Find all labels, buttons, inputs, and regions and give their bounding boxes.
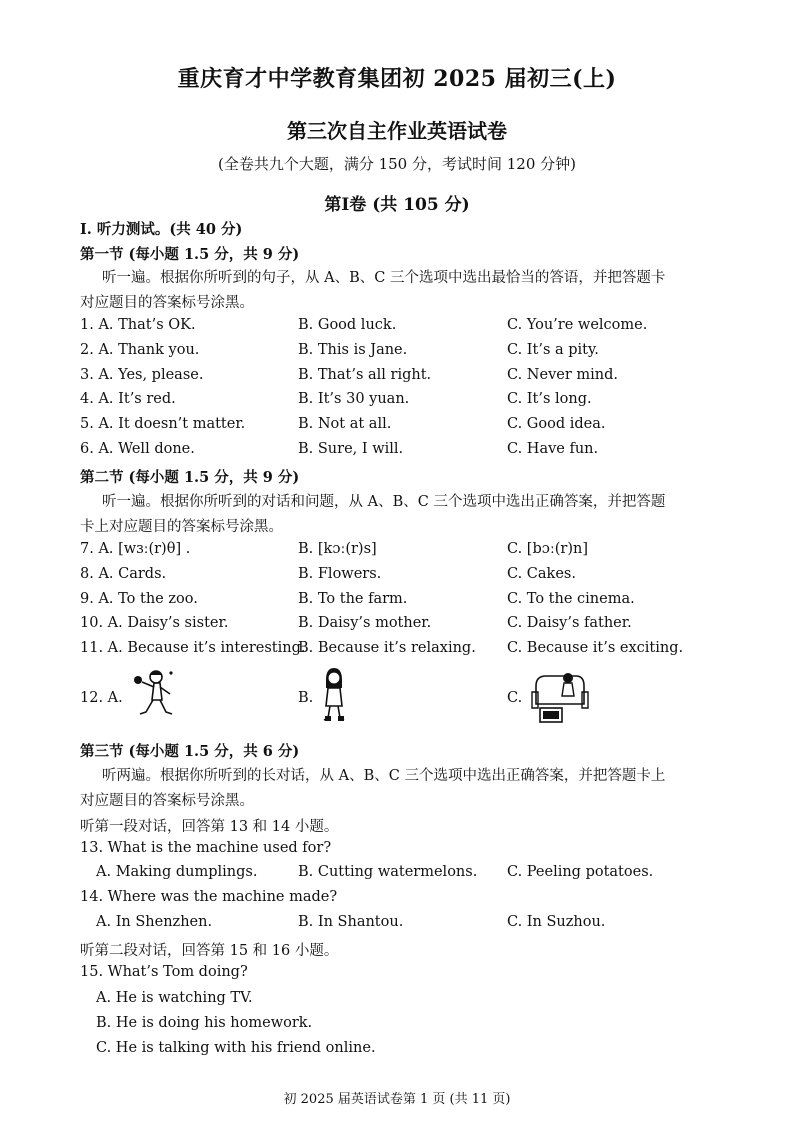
q12-option-a-label: 12. A. (80, 690, 123, 706)
q14-option-b: B. In Shantou. (298, 914, 404, 930)
q14-question: 14. Where was the machine made? (80, 889, 338, 905)
page-footer: 初 2025 届英语试卷第 1 页 (共 11 页) (283, 1092, 511, 1107)
q11-option-b: B. Because it’s relaxing. (298, 640, 476, 656)
q14-option-c: C. In Suzhou. (507, 914, 606, 930)
q1-option-b: B. Good luck. (298, 317, 397, 333)
q14-option-a: A. In Shenzhen. (96, 914, 213, 930)
subsection-2-instruction-line1: 听一遍。根据你所听到的对话和问题，从 A、B、C 三个选项中选出正确答案，并把答题 (102, 494, 666, 510)
q3-option-b: B. That’s all right. (298, 367, 432, 383)
q10-option-c: C. Daisy’s father. (507, 615, 632, 631)
q13-option-b: B. Cutting watermelons. (298, 864, 478, 880)
q15-option-b: B. He is doing his homework. (96, 1015, 313, 1031)
subsection-1-instruction-line1: 听一遍。根据你所听到的句子，从 A、B、C 三个选项中选出最恰当的答语，并把答题卡 (102, 270, 666, 286)
dialog-1-instruction: 听第一段对话，回答第 13 和 14 小题。 (80, 819, 339, 835)
q1-option-a: 1. A. That’s OK. (80, 317, 196, 333)
q2-option-c: C. It’s a pity. (507, 342, 599, 358)
q8-option-a: 8. A. Cards. (80, 566, 167, 582)
q5-option-b: B. Not at all. (298, 416, 392, 432)
q15-option-c: C. He is talking with his friend online. (96, 1040, 376, 1056)
walking-girl-picture (316, 666, 352, 726)
q3-option-a: 3. A. Yes, please. (80, 367, 204, 383)
q4-option-b: B. It’s 30 yuan. (298, 391, 410, 407)
q7-option-b: B. [kɔː(r)s] (298, 541, 377, 557)
q5-option-c: C. Good idea. (507, 416, 606, 432)
part-title: 第Ⅰ卷 (共 105 分) (324, 195, 470, 215)
subsection-3-instruction-line1: 听两遍。根据你所听到的长对话，从 A、B、C 三个选项中选出正确答案，并把答题卡上 (102, 768, 666, 784)
q15-option-a: A. He is watching TV. (96, 990, 253, 1006)
subsection-1-instruction-line2: 对应题目的答案标号涂黑。 (80, 295, 254, 311)
q13-option-c: C. Peeling potatoes. (507, 864, 654, 880)
sofa-tv-picture (528, 664, 590, 726)
q8-option-b: B. Flowers. (298, 566, 382, 582)
q9-option-b: B. To the farm. (298, 591, 408, 607)
q7-option-a: 7. A. [wɜː(r)θ] . (80, 541, 191, 557)
subsection-3-instruction-line2: 对应题目的答案标号涂黑。 (80, 793, 254, 809)
q8-option-c: C. Cakes. (507, 566, 576, 582)
q9-option-a: 9. A. To the zoo. (80, 591, 198, 607)
q11-option-c: C. Because it’s exciting. (507, 640, 684, 656)
q1-option-c: C. You’re welcome. (507, 317, 648, 333)
q15-question: 15. What’s Tom doing? (80, 964, 248, 980)
q10-option-a: 10. A. Daisy’s sister. (80, 615, 229, 631)
exam-info: (全卷共九个大题，满分 150 分，考试时间 120 分钟) (217, 155, 577, 173)
q3-option-c: C. Never mind. (507, 367, 618, 383)
q4-option-c: C. It’s long. (507, 391, 592, 407)
q7-option-c: C. [bɔː(r)n] (507, 541, 588, 557)
subsection-3-title: 第三节 (每小题 1.5 分，共 6 分) (80, 743, 300, 760)
exam-subject-title: 第三次自主作业英语试卷 (287, 119, 507, 143)
q13-option-a: A. Making dumplings. (96, 864, 258, 880)
dialog-2-instruction: 听第二段对话，回答第 15 和 16 小题。 (80, 943, 339, 959)
q2-option-b: B. This is Jane. (298, 342, 408, 358)
q4-option-a: 4. A. It’s red. (80, 391, 176, 407)
q6-option-b: B. Sure, I will. (298, 441, 404, 457)
q12-option-b-label: B. (298, 690, 314, 706)
subsection-1-title: 第一节 (每小题 1.5 分，共 9 分) (80, 246, 300, 263)
ping-pong-player-picture (130, 668, 178, 724)
q5-option-a: 5. A. It doesn’t matter. (80, 416, 246, 432)
subsection-2-title: 第二节 (每小题 1.5 分，共 9 分) (80, 469, 300, 486)
q12-option-c-label: C. (507, 690, 523, 706)
exam-title: 重庆育才中学教育集团初 2025 届初三(上) (177, 66, 617, 92)
q2-option-a: 2. A. Thank you. (80, 342, 200, 358)
q10-option-b: B. Daisy’s mother. (298, 615, 432, 631)
q13-question: 13. What is the machine used for? (80, 840, 332, 856)
subsection-2-instruction-line2: 卡上对应题目的答案标号涂黑。 (80, 519, 283, 535)
section-title-listening: I. 听力测试。(共 40 分) (80, 221, 243, 238)
q11-option-a: 11. A. Because it’s interesting. (80, 640, 306, 656)
q6-option-a: 6. A. Well done. (80, 441, 195, 457)
q6-option-c: C. Have fun. (507, 441, 599, 457)
q9-option-c: C. To the cinema. (507, 591, 635, 607)
